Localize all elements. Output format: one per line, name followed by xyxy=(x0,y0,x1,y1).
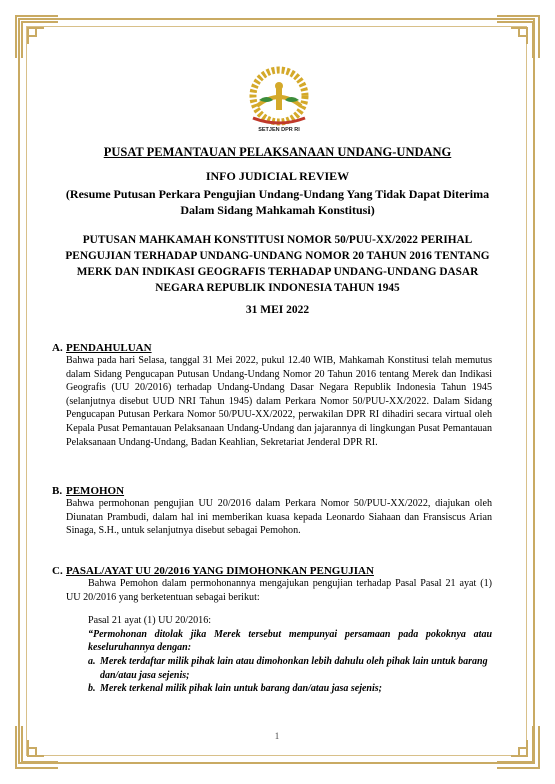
section-title: PENDAHULUAN xyxy=(66,342,152,354)
frame-corner-ornament xyxy=(14,724,60,770)
frame-corner-ornament xyxy=(495,14,541,60)
decision-title: PUTUSAN MAHKAMAH KONSTITUSI NOMOR 50/PUU-XX/2022 PERIHAL PENGUJIAN TERHADAP UNDANG-UNDANG NOMOR 20 TAHUN 2016 TENTANG MERK DAN INDIKASI GEOGRAFIS TERHADAP UNDANG-UNDANG DASAR NEGARA REPUBLIK INDONESIA TAHUN 1945 xyxy=(65,234,490,294)
document-title: INFO JUDICIAL REVIEW xyxy=(205,169,350,183)
page-number: 1 xyxy=(274,731,280,741)
section-paragraph: Bahwa permohonan pengujian UU 20/2016 dalam Perkara Nomor 50/PUU-XX/2022, diajukan oleh Diunatan Prambudi, dalam hal ini memberikan kuasa kepada Leonardo Siahaan dan Fransiscus Arian Sinaga, S.H., untuk selanjutnya disebut sebagai Pemohon. xyxy=(66,498,492,537)
section-pemohon xyxy=(52,485,492,538)
list-item: a. Merek terdaftar milik pihak lain atau dimohonkan lebih dahulu oleh pihak lain untuk barang dan/atau jasa sejenis; xyxy=(88,655,488,681)
section-letter: C. xyxy=(52,565,63,577)
section-paragraph: Bahwa Pemohon dalam permohonannya mengajukan pengujian terhadap Pasal Pasal 21 ayat (1) UU 20/2016 yang berketentuan sebagai berikut: xyxy=(66,578,492,603)
section-letter: B. xyxy=(52,485,63,497)
section-title: PASAL/AYAT UU 20/2016 YANG DIMOHONKAN PENGUJIAN xyxy=(66,565,374,577)
section-pendahuluan xyxy=(52,342,492,449)
frame-corner-ornament xyxy=(14,14,60,60)
list-item: b. Merek terkenal milik pihak lain untuk barang dan/atau jasa sejenis; xyxy=(88,683,382,695)
section-paragraph: Bahwa pada hari Selasa, tanggal 31 Mei 2022, pukul 12.40 WIB, Mahkamah Konstitusi telah memutus dalam Sidang Pengucapan Putusan Undang-Undang Nomor 20 Tahun 2016 tentang Merek dan Indikasi Geografis (UU 20/2016) terhadap Undang-Undang Dasar Negara Republik Indonesia Tahun 1945 (selanjutnya disebut UUD NRI Tahun 1945) dalam Perkara Nomor 50/PUU-XX/2022. Dalam Sidang Pengucapan Putusan Perkara Nomor 50/PUU-XX/2022, perwakilan DPR RI dihadiri secara virtual oleh Kepala Pusat Pemantauan Pelaksanaan Undang-Undang dan jajarannya di lingkungan Pusat Pemantauan Pelaksanaan Undang-Undang, Badan Keahlian, Sekretariat Jenderal DPR RI. xyxy=(66,355,492,448)
article-item-list xyxy=(88,655,492,696)
frame-corner-ornament xyxy=(495,724,541,770)
section-pasal-ayat xyxy=(52,565,492,696)
section-title: PEMOHON xyxy=(66,485,125,497)
article-reference: Pasal 21 ayat (1) UU 20/2016: xyxy=(88,615,212,627)
article-quote: “Permohonan ditolak jika Merek tersebut mempunyai persamaan pada pokoknya atau keseluruhannya dengan: xyxy=(88,628,492,654)
section-letter: A. xyxy=(52,342,63,354)
organization-heading: PUSAT PEMANTAUAN PELAKSANAAN UNDANG-UNDANG xyxy=(103,145,452,159)
logo-caption: SETJEN DPR RI xyxy=(258,127,300,133)
document-subtitle: (Resume Putusan Perkara Pengujian Undang-Undang Yang Tidak Dapat Diterima Dalam Sidang Mahkamah Konstitusi) xyxy=(65,187,490,217)
decision-date: 31 MEI 2022 xyxy=(245,304,310,316)
